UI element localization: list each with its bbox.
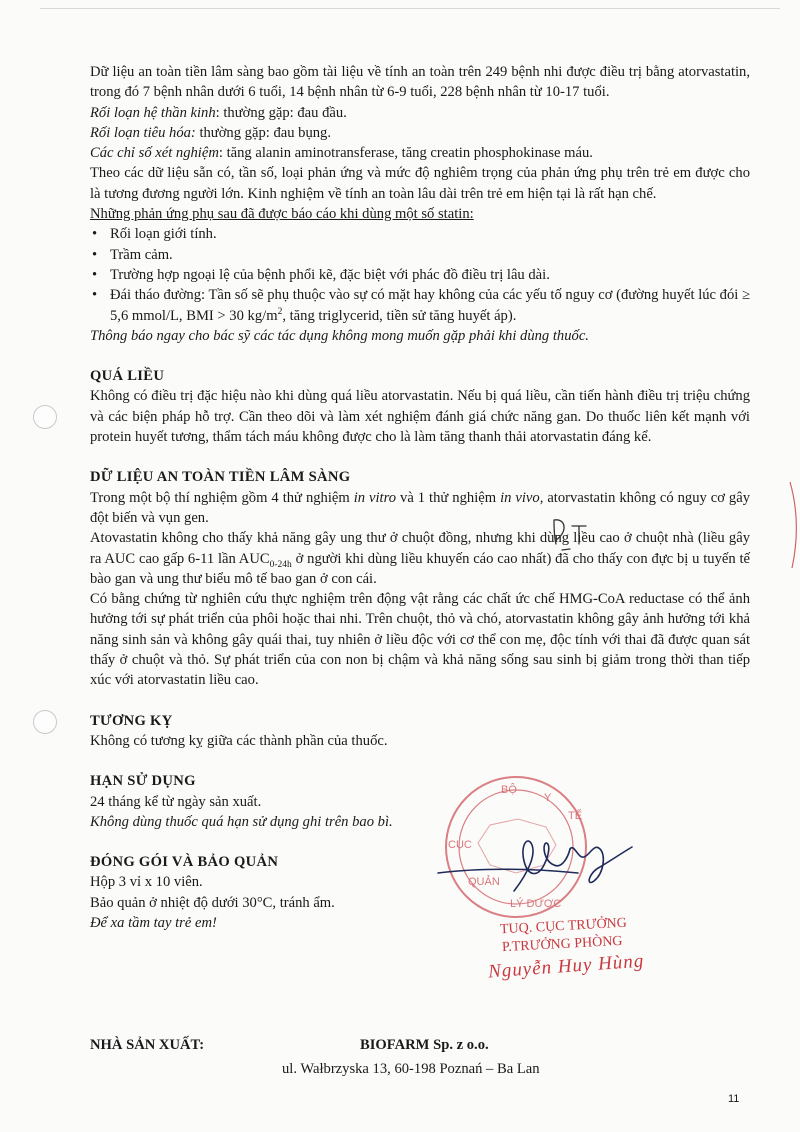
svg-text:BỘ: BỘ [501, 784, 517, 796]
manufacturer-name: BIOFARM Sp. z o.o. [360, 1037, 489, 1053]
manufacturer-address: ul. Wałbrzyska 13, 60-198 Poznań – Ba Lan [282, 1061, 540, 1077]
pediatric-safety-intro: Dữ liệu an toàn tiền lâm sàng bao gồm tài liệu về tính an toàn trên 249 bệnh nhi được điều trị bằng atorvastatin, trong đó 7 bệnh nhân dưới 6 tuổi, 14 bệnh nhân từ 6-9 tuổi, 228 bệnh nhân từ 10-17 tuổi. [90, 64, 750, 101]
gi-disorders: Rối loạn tiêu hóa: thường gặp: đau bụng. [90, 124, 331, 141]
signature-title-line2: P.TRƯỞNG PHÒNG [501, 933, 623, 956]
shelf-life-warning: Không dùng thuốc quá hạn sử dụng ghi trên bao bì. [90, 813, 393, 830]
official-stamp [418, 773, 670, 925]
neuro-disorders: Rối loạn hệ thần kinh: thường gặp: đau đầu. [90, 104, 347, 121]
interactions-heading: TƯƠNG KỴ [90, 712, 173, 729]
punch-hole-bottom [33, 710, 57, 734]
interactions-text: Không có tương kỵ giữa các thành phần của thuốc. [90, 732, 388, 749]
shelf-life-heading: HẠN SỬ DỤNG [90, 773, 196, 790]
top-edge-line [40, 8, 780, 9]
notify-doctor-note: Thông báo ngay cho bác sỹ các tác dụng không mong muốn gặp phải khi dùng thuốc. [90, 327, 589, 344]
list-item: • Trường hợp ngoại lệ của bệnh phổi kẽ, đặc biệt với phác đồ điều trị lâu dài. [90, 265, 750, 285]
signatory-name: Nguyễn Huy Hùng [487, 950, 645, 983]
overdose-heading: QUÁ LIỀU [90, 368, 165, 385]
storage-line: Bảo quản ở nhiệt độ dưới 30°C, tránh ẩm. [90, 894, 335, 911]
list-item: • Trầm cảm. [90, 245, 750, 265]
page-number: 11 [728, 1093, 740, 1105]
svg-text:QUẢN: QUẢN [468, 876, 500, 888]
svg-text:CỤC: CỤC [448, 839, 472, 851]
packaging-line: Hộp 3 vỉ x 10 viên. [90, 874, 203, 891]
manufacturer-label: NHÀ SẢN XUẤT: [90, 1037, 205, 1053]
shelf-life-line: 24 tháng kể từ ngày sản xuất. [90, 793, 262, 810]
preclinical-paragraph-2: Atovastatin không cho thấy khả năng gây ung thư ở chuột đồng, nhưng khi dùng liều cao ở chuột nhà (liều gây ra AUC cao gấp 6-11 lần $AUC_{0-24h}$ ở người khi dùng liều khuyến cáo cao nhất) đã cho thấy con đực bị u tuyến tế bào gan và ung thư biểu mô tế bao gan ở con cái. [90, 530, 750, 587]
preclinical-paragraph-1: Trong một bộ thí nghiệm gồm 4 thử nghiệm in vitro và 1 thử nghiệm in vivo, atorvastatin không có nguy cơ gây đột biến và vụn gen. [90, 489, 750, 526]
children-experience-note: Theo các dữ liệu sẵn có, tần số, loại phản ứng và mức độ nghiêm trọng của phản ứng phụ trên trẻ em được cho là tương đương người lớn. Kinh nghiệm về tính an toàn lâu dài trên trẻ em hiện tại là rất hạn chế. [90, 165, 750, 202]
svg-text:LÝ DƯỢC: LÝ DƯỢC [510, 898, 562, 910]
keep-away-line: Để xa tầm tay trẻ em! [90, 914, 217, 931]
packaging-heading: ĐÓNG GÓI VÀ BẢO QUẢN [90, 854, 279, 871]
overdose-text: Không có điều trị đặc hiệu nào khi dùng quá liều atorvastatin. Nếu bị quá liều, cần tiến hành điều trị triệu chứng và các biện pháp hỗ trợ. Cần theo dõi và làm xét nghiệm đánh giá chức năng gan. Do thuốc liên kết mạnh với protein huyết tương, thẩm tách máu không được cho là làm tăng thanh thải atorvastatin đáng kể. [90, 388, 750, 446]
handwritten-initial [548, 512, 596, 552]
preclinical-heading: DỮ LIỆU AN TOÀN TIỀN LÂM SÀNG [90, 469, 351, 486]
signature-title-line1: TUQ. CỤC TRƯỞNG [499, 915, 628, 938]
punch-hole-top [33, 405, 57, 429]
svg-text:Y: Y [544, 792, 552, 804]
lab-values: Các chỉ số xét nghiệm: tăng alanin aminotransferase, tăng creatin phosphokinase máu. [90, 145, 593, 162]
svg-text:TẾ: TẾ [568, 810, 583, 822]
list-item-diabetes: • Đái tháo đường: Tần số sẽ phụ thuộc vào sự có mặt hay không của các yếu tố nguy cơ (đường huyết lúc đói ≥ 5,6 mmol/L, BMI > 30 $kg/m^2$, tăng triglycerid, tiền sử tăng huyết áp). [90, 285, 750, 326]
statin-reactions-list [90, 224, 750, 325]
preclinical-paragraph-3: Có bằng chứng từ nghiên cứu thực nghiệm trên động vật rằng các chất ức chế HMG-CoA reductase có thể ảnh hưởng tới sự phát triển của phôi hoặc thai nhi. Trên chuột, thỏ và chó, atorvastatin không gây ảnh hưởng tới khả năng sinh sản và không gây quái thai, tuy nhiên ở liều độc với cơ thể con mẹ, độc tính với thai đã được quan sát thấy ở chuột và thỏ. Sự phát triển của con non bị chậm và khả năng sống sau sinh bị giảm trong thời than tiếp xúc với atorvastatin liều cao. [90, 591, 750, 689]
list-item: • Rối loạn giới tính. [90, 224, 750, 244]
statin-reactions-heading: Những phản ứng phụ sau đã được báo cáo khi dùng một số statin: [90, 206, 474, 223]
edge-pen-mark [788, 480, 800, 570]
